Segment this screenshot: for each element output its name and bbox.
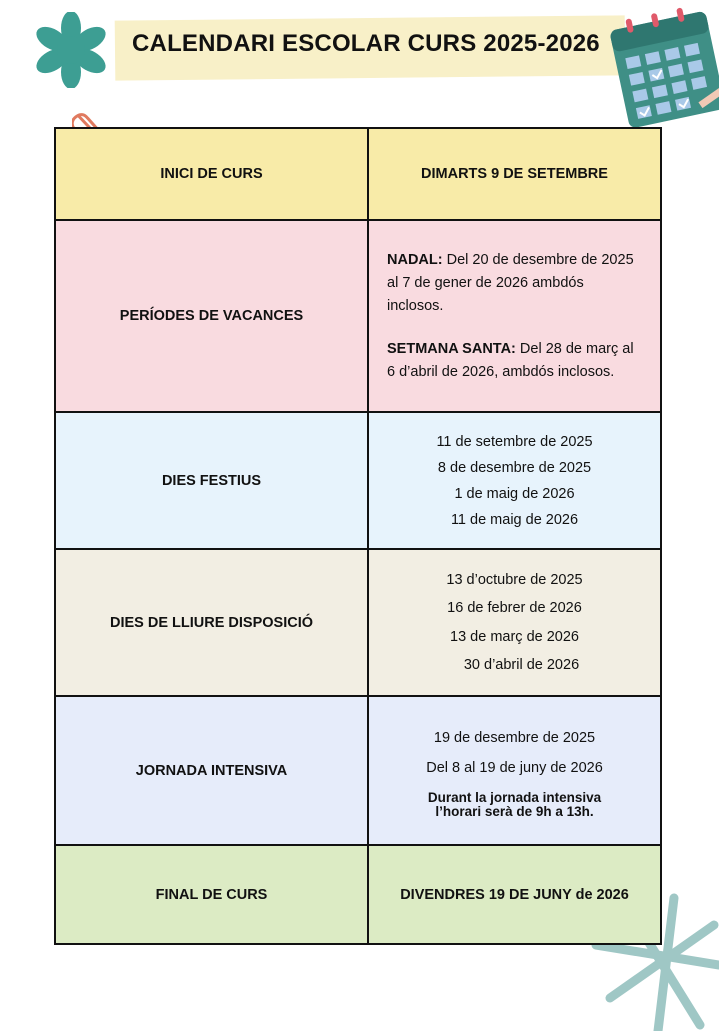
table-row: [55, 412, 661, 549]
festius-date: 11 de maig de 2026: [450, 511, 579, 528]
vacances-value: [368, 220, 661, 412]
table-row: [55, 220, 661, 412]
page-title: CALENDARI ESCOLAR CURS 2025-2026: [132, 30, 600, 57]
inici-value: DIMARTS 9 DE SETEMBRE: [368, 128, 661, 220]
final-value: DIVENDRES 19 DE JUNY de 2026: [368, 845, 661, 944]
vacances-label: PERÍODES DE VACANCES: [55, 220, 368, 412]
lliure-date: 16 de febrer de 2026: [447, 600, 582, 616]
jornada-label: JORNADA INTENSIVA: [55, 696, 368, 845]
table-row: [55, 128, 661, 220]
jornada-date: 19 de desembre de 2025: [433, 729, 596, 746]
jornada-value: [368, 696, 661, 845]
nadal-paragraph: [387, 249, 642, 318]
festius-value: [368, 412, 661, 549]
lliure-value: [368, 549, 661, 696]
santa-label: SETMANA SANTA:: [387, 340, 516, 357]
festius-date: 11 de setembre de 2025: [436, 433, 593, 450]
jornada-note-line: l’horari serà de 9h a 13h.: [435, 803, 594, 819]
lliure-date: 13 de març de 2026: [450, 628, 579, 645]
calendar-icon: [606, 2, 719, 132]
festius-date: 8 de desembre de 2025: [437, 459, 592, 476]
inici-label: INICI DE CURS: [55, 128, 368, 220]
santa-paragraph: [387, 338, 642, 384]
calendar-table: [54, 127, 662, 945]
table-row: [55, 549, 661, 696]
festius-date: 1 de maig de 2026: [454, 485, 575, 502]
table-row: [55, 696, 661, 845]
final-label: FINAL DE CURS: [55, 845, 368, 944]
lliure-label: DIES DE LLIURE DISPOSICIÓ: [55, 549, 368, 696]
table-row: [55, 845, 661, 944]
lliure-date: 13 d’octubre de 2025: [446, 571, 583, 588]
lliure-date: 30 d’abril de 2026: [463, 657, 580, 673]
jornada-note: [369, 791, 660, 819]
festius-label: DIES FESTIUS: [55, 412, 368, 549]
flower-icon: [30, 12, 112, 88]
jornada-date: Del 8 al 19 de juny de 2026: [426, 759, 603, 776]
nadal-text: Del 20 de desembre de 2025 al 7 de gener de 2026 ambdós inclosos.: [387, 251, 634, 314]
jornada-note-line: Durant la jornada intensiva: [427, 789, 602, 805]
santa-text: Del 28 de març al 6 d’abril de 2026, ambdós inclosos.: [387, 340, 634, 380]
nadal-label: NADAL:: [387, 251, 443, 268]
